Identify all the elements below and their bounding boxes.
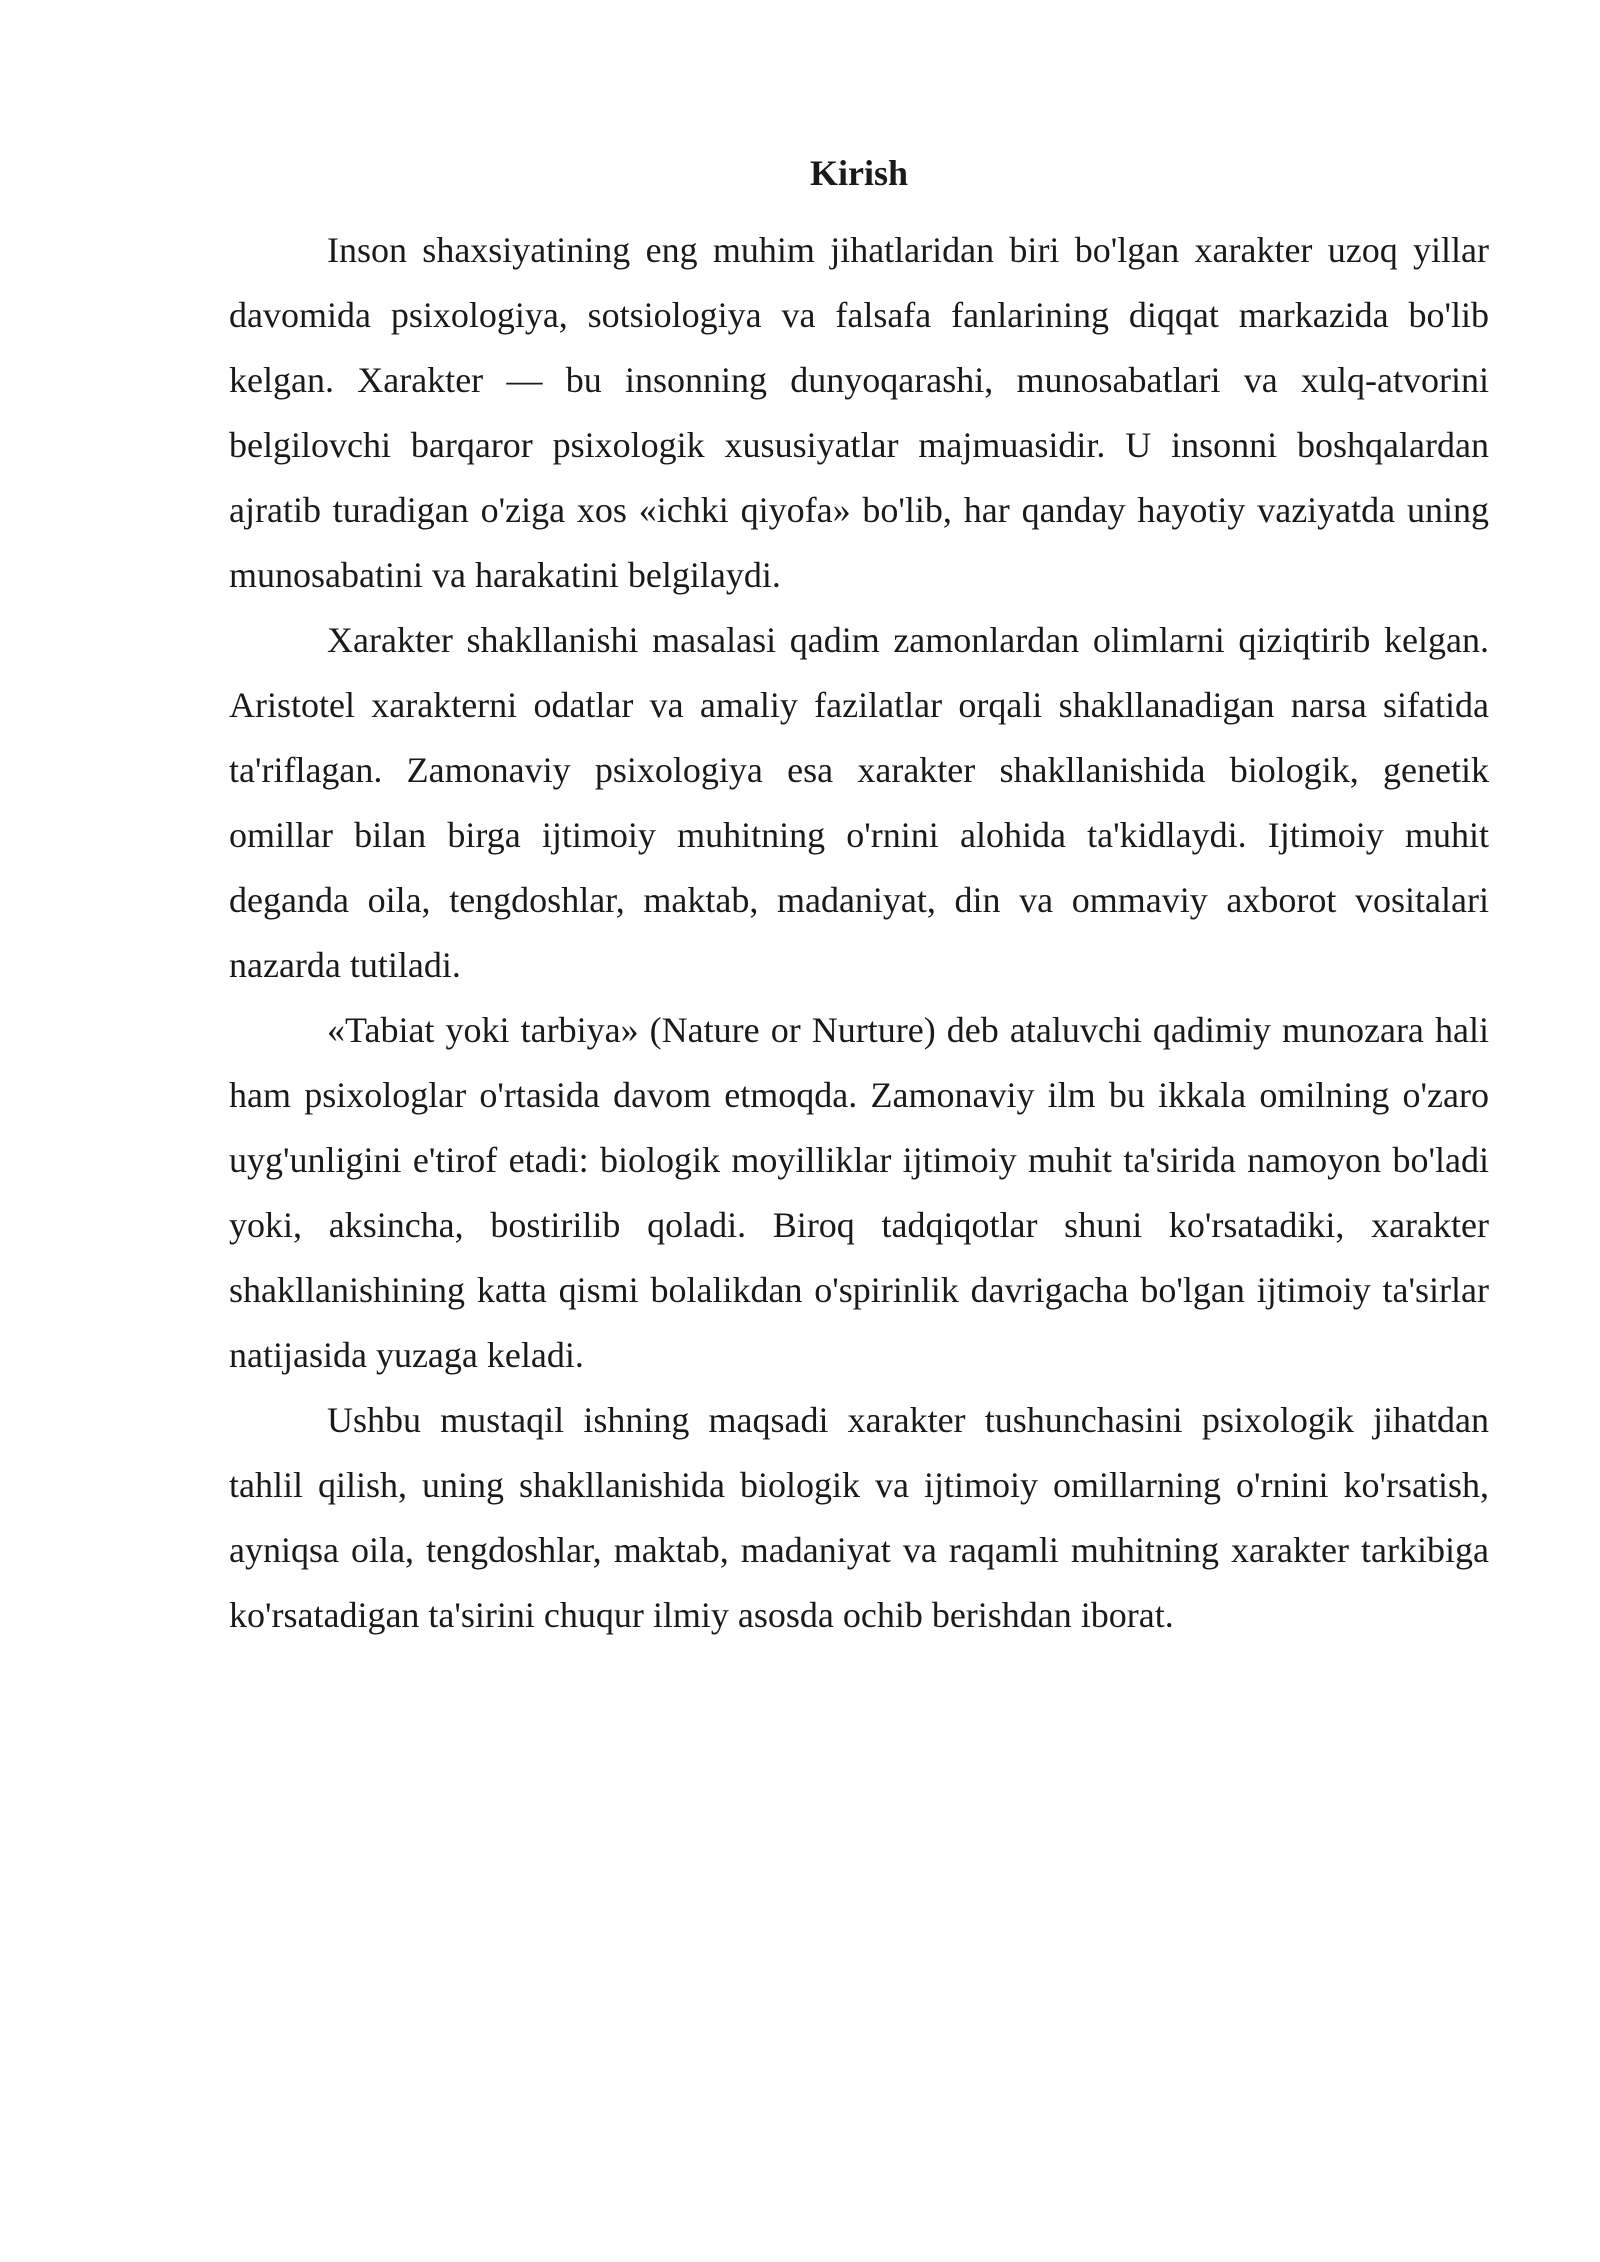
- document-page: [229, 148, 1489, 1648]
- paragraph-2: Xarakter shakllanishi masalasi qadim zamonlardan olimlarni qiziqtirib kelgan. Aristotel xarakterni odatlar va amaliy fazilatlar orqali shakllanadigan narsa sifatida ta'riflagan. Zamonaviy psixologiya esa xarakter shakllanishida biologik, genetik omillar bilan birga ijtimoiy muhitning o'rnini alohida ta'kidlaydi. Ijtimoiy muhit deganda oila, tengdoshlar, maktab, madaniyat, din va ommaviy axborot vositalari nazarda tutiladi.: [229, 620, 1489, 985]
- paragraph-4: Ushbu mustaqil ishning maqsadi xarakter tushunchasini psixologik jihatdan tahlil qilish, uning shakllanishida biologik va ijtimoiy omillarning o'rnini ko'rsatish, ayniqsa oila, tengdoshlar, maktab, madaniyat va raqamli muhitning xarakter tarkibiga ko'rsatadigan ta'sirini chuqur ilmiy asosda ochib berishdan iborat.: [229, 1400, 1489, 1635]
- section-heading: Kirish: [809, 153, 908, 193]
- paragraph-1: Inson shaxsiyatining eng muhim jihatlaridan biri bo'lgan xarakter uzoq yillar davomida psixologiya, sotsiologiya va falsafa fanlarining diqqat markazida bo'lib kelgan. Xarakter — bu insonning dunyoqarashi, munosabatlari va xulq-atvorini belgilovchi barqaror psixologik xususiyatlar majmuasidir. U insonni boshqalardan ajratib turadigan o'ziga xos «ichki qiyofa» bo'lib, har qanday hayotiy vaziyatda uning munosabatini va harakatini belgilaydi.: [229, 230, 1489, 595]
- paragraph-3: «Tabiat yoki tarbiya» (Nature or Nurture) deb ataluvchi qadimiy munozara hali ham psixologlar o'rtasida davom etmoqda. Zamonaviy ilm bu ikkala omilning o'zaro uyg'unligini e'tirof etadi: biologik moyilliklar ijtimoiy muhit ta'sirida namoyon bo'ladi yoki, aksincha, bostirilib qoladi. Biroq tadqiqotlar shuni ko'rsatadiki, xarakter shakllanishining katta qismi bolalikdan o'spirinlik davrigacha bo'lgan ijtimoiy ta'sirlar natijasida yuzaga keladi.: [229, 1010, 1489, 1375]
